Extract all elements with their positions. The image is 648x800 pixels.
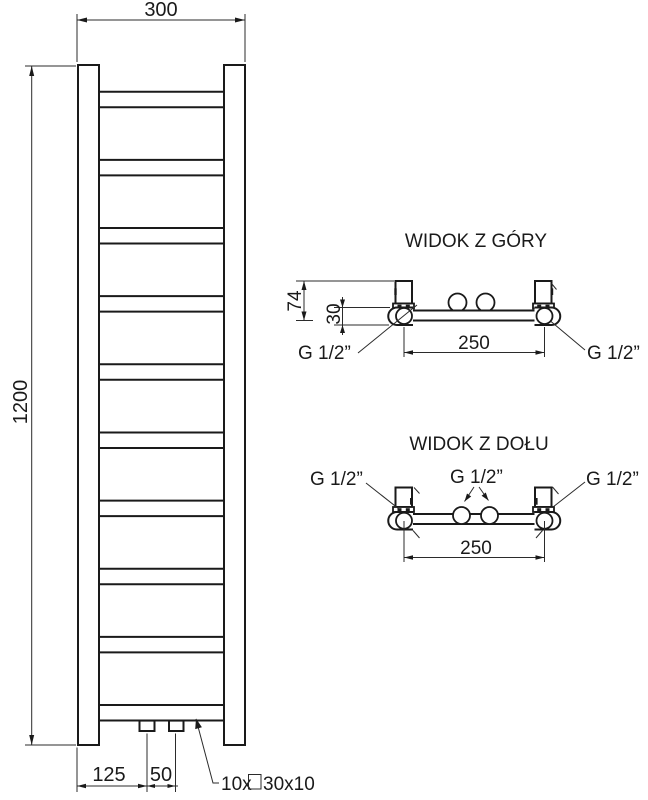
top-middle-boss-left	[449, 294, 467, 312]
rung-note-prefix: 10x	[221, 774, 252, 795]
connection-label-left: G 1/2”	[310, 469, 363, 490]
front-view	[10, 0, 315, 795]
right-collector	[224, 65, 245, 745]
dim-spacing-bottom-label: 250	[460, 538, 492, 559]
connection-label-left: G 1/2”	[298, 343, 351, 364]
top-view-title: WIDOK Z GÓRY	[404, 231, 548, 252]
dim-pipe-label: 30	[324, 303, 345, 325]
connection-label-center: G 1/2”	[450, 467, 503, 488]
rung-note-suffix: 30x10	[263, 774, 315, 795]
dim-height-label: 1200	[10, 379, 32, 425]
bottom-view-title: WIDOK Z DOŁU	[409, 434, 549, 455]
dim-width-label: 300	[144, 0, 178, 21]
left-collector	[78, 65, 99, 745]
bottom-stub-left	[140, 721, 155, 731]
dim-spacing-top	[404, 327, 545, 357]
bottom-middle-port-left	[453, 507, 470, 524]
top-middle-boss-right	[477, 294, 495, 312]
bottom-view	[310, 434, 639, 562]
connection-port	[537, 308, 553, 324]
dim-spacing-bottom	[404, 521, 545, 562]
connection-label-right: G 1/2”	[587, 343, 640, 364]
dim-depth-label: 74	[285, 290, 306, 312]
dim-height	[10, 66, 76, 745]
wall-bracket	[396, 488, 413, 508]
bottom-stub-right	[169, 721, 184, 731]
rung-lines	[99, 92, 224, 721]
wall-bracket	[535, 281, 552, 304]
dim-bottom-left-label: 125	[92, 764, 126, 786]
dim-bottom-right-label: 50	[149, 764, 173, 786]
top-view	[285, 230, 640, 364]
dim-width	[77, 0, 245, 62]
bottom-right-connection	[533, 487, 560, 538]
bottom-middle-port-right	[481, 507, 498, 524]
bottom-connection-labels	[310, 467, 639, 509]
rung-note	[195, 719, 315, 796]
top-right-connection	[533, 281, 560, 325]
dim-spacing-top-label: 250	[458, 333, 490, 354]
dim-pipe	[324, 297, 390, 335]
wall-bracket	[396, 281, 413, 304]
connection-label-right: G 1/2”	[586, 469, 639, 490]
